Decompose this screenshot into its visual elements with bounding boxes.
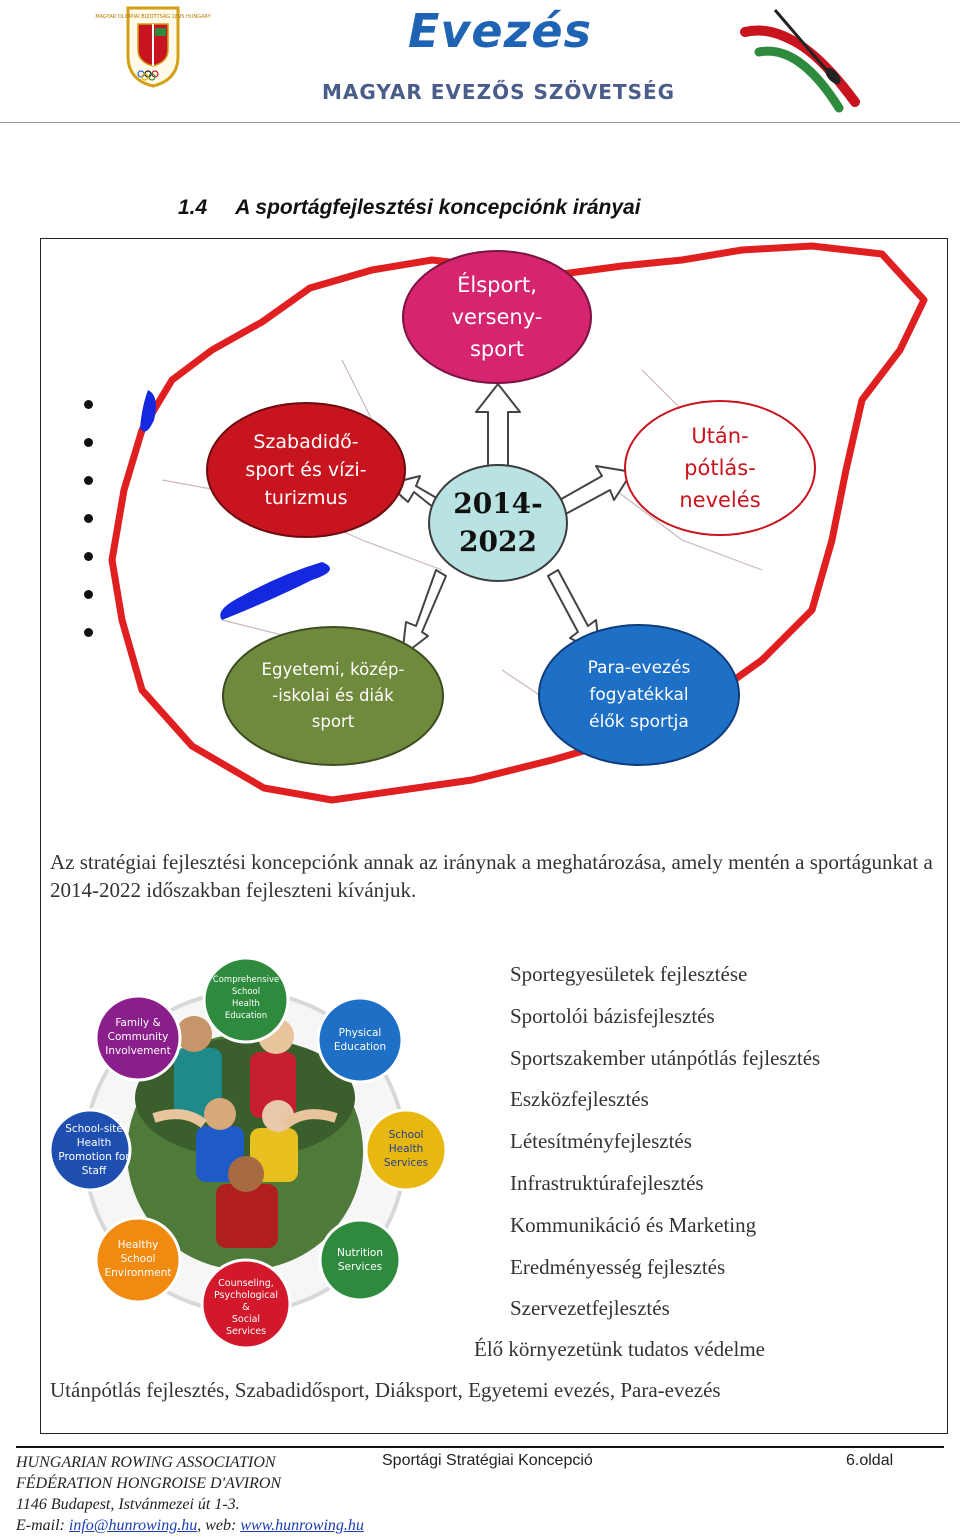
svg-text:Education: Education <box>224 1011 268 1021</box>
list-item: Létesítményfejlesztés <box>510 1129 692 1154</box>
school-health-wheel <box>54 948 436 1356</box>
footer-email-label: E-mail: <box>16 1517 69 1534</box>
arrow-right <box>556 466 632 516</box>
list-item: Sportszakember utánpótlás fejlesztés <box>510 1045 821 1070</box>
intro-paragraph: Az stratégiai fejlesztési koncepciónk annak az iránynak a meghatározása, amely mentén a sportágunkat a 2014-2022 időszakban fejleszteni kívánjuk. <box>50 850 933 902</box>
section-heading <box>178 196 641 220</box>
footer-document-title: Sportági Stratégiai Koncepció <box>382 1452 593 1469</box>
wheel-segment-healthy-environment <box>96 1218 180 1302</box>
section-number: 1.4 <box>178 196 208 219</box>
svg-text:&: & <box>242 1302 250 1313</box>
svg-text:Services: Services <box>225 1326 267 1337</box>
list-item: Sportolói bázisfejlesztés <box>510 1003 715 1028</box>
page-header <box>0 0 960 123</box>
svg-text:Social: Social <box>231 1314 261 1325</box>
wheel-segment-staff-health <box>50 1110 130 1190</box>
node-center-period <box>428 464 568 582</box>
bullet-dot <box>84 628 93 637</box>
svg-text:Staff: Staff <box>81 1165 107 1177</box>
footer-page-number: 6.oldal <box>846 1452 894 1469</box>
footer-org-fr: FÉDÉRATION HONGROISE D'AVIRON <box>16 1475 282 1492</box>
svg-text:Health: Health <box>232 999 260 1009</box>
svg-text:Environment: Environment <box>104 1267 172 1279</box>
arrow-down-left <box>402 570 446 656</box>
svg-text:Counseling,: Counseling, <box>218 1278 274 1289</box>
node-youth-development <box>624 400 816 536</box>
development-list <box>510 960 820 1336</box>
node-leisure-sport-label: Szabadidő- sport és vízi- turizmus <box>245 431 367 509</box>
list-item: Eszközfejlesztés <box>510 1087 649 1112</box>
svg-text:School: School <box>120 1253 156 1265</box>
svg-text:Services: Services <box>337 1261 383 1273</box>
bullet-dot <box>84 438 93 447</box>
wheel-segment-physical-education <box>318 998 402 1082</box>
wheel-segment-health-education <box>204 958 288 1042</box>
footer-email-link[interactable]: info@hunrowing.hu <box>68 1517 198 1534</box>
wheel-segment-health-services <box>366 1110 446 1190</box>
svg-text:Physical: Physical <box>338 1027 382 1039</box>
svg-text:Health: Health <box>388 1143 424 1155</box>
footer-address: 1146 Budapest, Istvánmezei út 1-3. <box>16 1496 240 1513</box>
bullet-dot <box>84 590 93 599</box>
federation-name: MAGYAR EVEZŐS SZÖVETSÉG <box>322 80 676 104</box>
wheel-segment-counseling <box>202 1260 290 1348</box>
node-elite-sport-label: Élsport, verseny- sport <box>451 273 543 361</box>
svg-text:Psychological: Psychological <box>214 1290 278 1301</box>
svg-text:Health: Health <box>76 1137 112 1149</box>
list-item: Sportegyesületek fejlesztése <box>510 962 748 986</box>
center-period-label: 2014- 2022 <box>453 487 543 558</box>
node-para-rowing-label: Para-evezés fogyatékkal élők sportja <box>587 657 691 732</box>
environment-statement: Élő környezetünk tudatos védelme <box>474 1337 765 1361</box>
list-item: Eredményesség fejlesztés <box>510 1254 726 1279</box>
node-leisure-sport <box>206 402 406 538</box>
wheel-segment-nutrition <box>320 1220 400 1300</box>
footer-org-en: HUNGARIAN ROWING ASSOCIATION <box>16 1454 276 1471</box>
node-university-school-sport-label: Egyetemi, közép- -iskolai és diák sport <box>261 660 405 731</box>
footer-organization <box>16 1452 364 1536</box>
bullet-dot <box>84 552 93 561</box>
bullet-dot <box>84 514 93 523</box>
svg-text:Promotion for: Promotion for <box>58 1151 130 1163</box>
node-university-school-sport <box>222 626 444 766</box>
lake-small <box>140 390 156 432</box>
node-elite-sport <box>402 250 592 384</box>
svg-text:Education: Education <box>333 1041 387 1053</box>
brand-title: Evezés <box>408 4 592 58</box>
svg-text:Services: Services <box>383 1157 429 1169</box>
wheel-segment-family-community <box>96 996 180 1080</box>
svg-text:School: School <box>231 987 261 997</box>
node-para-rowing <box>538 624 740 766</box>
bullet-dot <box>84 476 93 485</box>
footer-divider <box>16 1446 944 1448</box>
svg-text:Comprehensive: Comprehensive <box>212 975 280 985</box>
section-title: A sportágfejlesztési koncepciónk irányai <box>235 196 641 219</box>
svg-text:Involvement: Involvement <box>105 1045 171 1057</box>
svg-text:Family &: Family & <box>115 1017 161 1029</box>
svg-text:Community: Community <box>107 1031 169 1043</box>
node-youth-development-label: Után- pótlás- nevelés <box>679 424 761 512</box>
footer-web-link[interactable]: www.hunrowing.hu <box>240 1517 364 1534</box>
list-item: Infrastruktúrafejlesztés <box>510 1170 704 1195</box>
summary-statement: Utánpótlás fejlesztés, Szabadidősport, Diáksport, Egyetemi evezés, Para-evezés <box>50 1378 721 1402</box>
svg-text:Healthy: Healthy <box>117 1239 159 1251</box>
svg-text:School-site: School-site <box>65 1123 123 1135</box>
bullet-dot <box>84 400 93 409</box>
list-item: Kommunikáció és Marketing <box>510 1212 757 1237</box>
footer-contact <box>16 1515 364 1536</box>
lake-balaton <box>220 562 330 620</box>
olympic-committee-logo <box>95 4 211 88</box>
crossed-oars-logo <box>735 2 865 112</box>
olympic-logo-text: MAGYAR OLIMPIAI BIZOTTSÁG 1895 HUNGARY <box>95 14 211 20</box>
svg-text:School: School <box>388 1129 424 1141</box>
footer-web-label: , web: <box>197 1517 241 1534</box>
list-item: Szervezetfejlesztés <box>510 1296 670 1321</box>
svg-text:Nutrition: Nutrition <box>337 1247 383 1259</box>
